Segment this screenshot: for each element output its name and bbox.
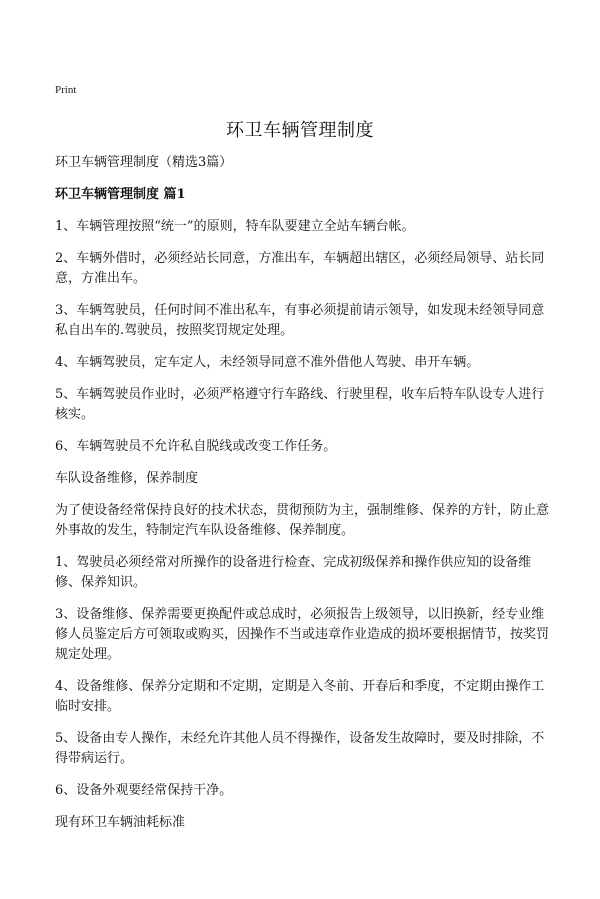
document-body bbox=[55, 153, 555, 845]
section-heading: 环卫车辆管理制度 篇1 bbox=[55, 187, 186, 202]
document-title: 环卫车辆管理制度 bbox=[226, 120, 374, 141]
paragraph: 2、车辆外借时，必须经站长同意，方准出车，车辆超出辖区，必须经局领导、站长同意，方准出车。 bbox=[55, 251, 545, 286]
paragraph: 5、设备由专人操作，未经允许其他人员不得操作，设备发生故障时，要及时排除，不得带病运行。 bbox=[55, 731, 545, 766]
paragraph: 5、车辆驾驶员作业时，必须严格遵守行车路线、行驶里程，收车后特车队设专人进行核实。 bbox=[55, 387, 545, 422]
paragraph: 环卫车辆管理制度（精选3篇） bbox=[55, 155, 233, 170]
paragraph: 现有环卫车辆油耗标准 bbox=[55, 815, 186, 830]
paragraph: 1、驾驶员必须经常对所操作的设备进行检查、完成初级保养和操作供应知的设备维修、保养知识。 bbox=[55, 555, 532, 590]
paragraph: 车队设备维修，保养制度 bbox=[55, 471, 199, 486]
paragraph: 3、设备维修、保养需要更换配件或总成时，必须报告上级领导，以旧换新，经专业维修人员鉴定后方可领取或购买，因操作不当或违章作业造成的损坏要根据情节，按奖罚规定处理。 bbox=[55, 607, 550, 662]
paragraph: 1、车辆管理按照“统一”的原则，特车队要建立全站车辆台帐。 bbox=[55, 219, 415, 234]
paragraph: 4、设备维修、保养分定期和不定期，定期是入冬前、开春后和季度，不定期由操作工临时安排。 bbox=[55, 679, 545, 714]
paragraph: 3、车辆驾驶员，任何时间不准出私车，有事必须提前请示领导，如发现未经领导同意私自出车的.驾驶员，按照奖罚规定处理。 bbox=[55, 303, 545, 338]
paragraph: 6、设备外观要经常保持干净。 bbox=[55, 783, 233, 798]
paragraph: 为了使设备经常保持良好的技术状态，贯彻预防为主，强制维修、保养的方针，防止意外事故的发生，特制定汽车队设备维修、保养制度。 bbox=[55, 503, 550, 538]
paragraph: 6、车辆驾驶员不允许私自脱线或改变工作任务。 bbox=[55, 439, 337, 454]
print-label: Print bbox=[55, 84, 77, 96]
paragraph: 4、车辆驾驶员，定车定人，未经领导同意不准外借他人驾驶、串开车辆。 bbox=[55, 355, 480, 370]
